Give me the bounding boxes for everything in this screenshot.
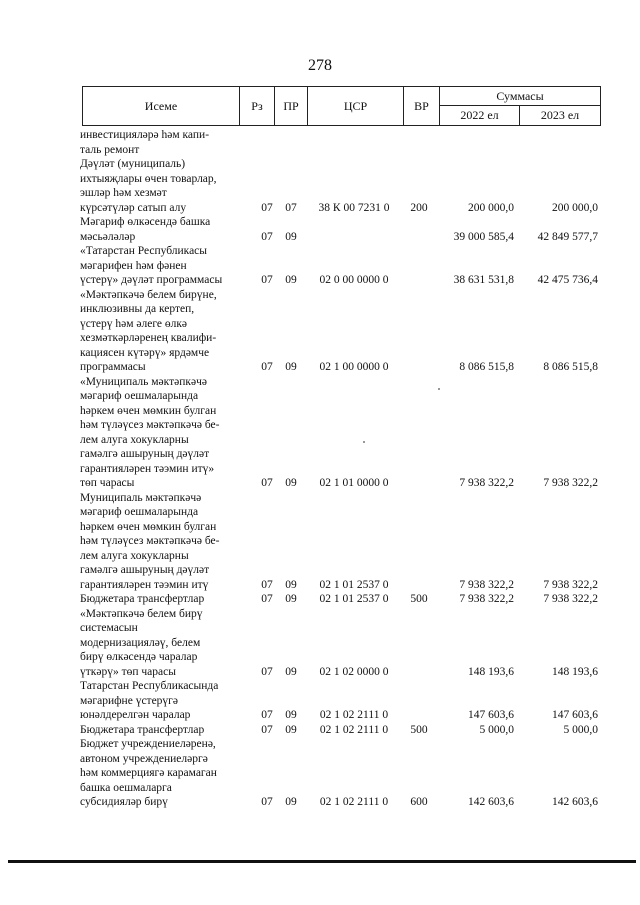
row-name-line: Бюджетара трансфертлар [80, 593, 205, 605]
row-name [80, 491, 265, 593]
row-sum-2023: 147 603,6 [552, 709, 598, 721]
row-name-line: һәм түләүсез мәктәпкәчә бе- [80, 535, 220, 547]
header-rz: Рз [240, 87, 275, 125]
row-name-line: системасын [80, 622, 138, 634]
row-rz: 07 [261, 477, 273, 489]
row-csr: 02 1 00 0000 0 [319, 361, 389, 373]
row-name-line: һәм коммерциягә карамаган [80, 767, 217, 779]
row-name [80, 737, 265, 810]
row-vr: 500 [410, 723, 428, 736]
row-csr: 02 1 01 2537 0 [319, 578, 389, 591]
row-vr: 600 [410, 796, 428, 808]
row-sum-2022: 7 938 322,2 [459, 578, 514, 591]
row-csr: 02 1 02 2111 0 [319, 709, 389, 721]
row-name-line: хезмәткәрләренең квалифи- [80, 332, 217, 344]
header-csr: ЦСР [308, 87, 404, 125]
row-sum-2022: 5 000,0 [479, 723, 514, 736]
row-name-line: мәгарифне үстерүгә [80, 694, 178, 707]
row-sum-2023: 5 000,0 [563, 723, 598, 736]
table-header [82, 86, 601, 126]
row-pr: 09 [285, 593, 297, 605]
row-csr: 02 1 02 0000 0 [319, 665, 389, 678]
row-name [80, 607, 265, 680]
row-name-line: «Мәктәпкәчә белем бирү [80, 607, 203, 620]
row-pr: 09 [285, 665, 297, 678]
row-name-line: һәркем өчен мөмкин булган [80, 520, 217, 533]
row-sum-2022: 148 193,6 [468, 665, 514, 678]
row-name [80, 244, 265, 288]
row-sum-2022: 38 631 531,8 [453, 274, 514, 286]
row-name-line: Бюджет учреждениеләренә, [80, 738, 216, 750]
row-csr: 02 1 02 2111 0 [319, 723, 389, 736]
row-name-line: инклюзивны да кертеп, [80, 303, 195, 315]
row-name-line: төп чарасы [80, 477, 135, 489]
row-name-line: мәсьәләләр [80, 230, 136, 243]
row-name-line: автоном учреждениеләргә [80, 752, 208, 765]
row-name-line: гарантияләрен тәэмин итү» [80, 462, 215, 475]
row-rz: 07 [261, 593, 273, 605]
row-name [80, 679, 265, 723]
row-name-line: башка оешмаларга [80, 781, 172, 794]
row-name-line: гамәлгә ашыруның дәүләт [80, 448, 210, 460]
row-name [80, 157, 265, 215]
row-pr: 09 [285, 477, 297, 489]
row-name [80, 375, 265, 491]
row-name-line: Татарстан Республикасында [80, 680, 219, 692]
header-year-2023: 2023 ел [520, 106, 601, 125]
row-pr: 09 [285, 230, 297, 243]
row-name-line: программасы [80, 361, 146, 373]
row-name-line: мәгариф оешмаларында [80, 506, 199, 518]
row-name-line: һәм түләүсез мәктәпкәчә бе- [80, 419, 220, 431]
row-name-line: таль ремонт [80, 143, 140, 156]
scan-mark [363, 441, 365, 443]
row-name-line: субсидияләр бирү [80, 796, 168, 808]
row-name-line: Бюджетара трансфертлар [80, 723, 205, 736]
row-sum-2023: 42 849 577,7 [537, 230, 598, 243]
header-year-2022: 2022 ел [440, 106, 520, 125]
header-sums: Суммасы [440, 87, 601, 106]
scan-mark [438, 388, 440, 390]
header-pr: ПР [275, 87, 308, 125]
row-sum-2022: 7 938 322,2 [459, 593, 514, 605]
row-name-line: лем алуга хокукларны [80, 549, 189, 562]
row-pr: 09 [285, 709, 297, 721]
row-name-line: күрсәтүләр сатып алу [80, 201, 187, 214]
row-vr: 500 [410, 593, 428, 605]
row-sum-2023: 7 938 322,2 [543, 593, 598, 605]
row-name-line: үстерү һәм әлеге өлкә [80, 317, 188, 330]
row-sum-2023: 7 938 322,2 [543, 477, 598, 489]
row-sum-2023: 8 086 515,8 [543, 361, 598, 373]
row-name-line: инвестицияләрә һәм капи- [80, 129, 210, 141]
row-pr: 09 [285, 796, 297, 808]
row-sum-2023: 7 938 322,2 [543, 578, 598, 591]
row-name [80, 215, 265, 244]
row-sum-2022: 8 086 515,8 [459, 361, 514, 373]
row-sum-2022: 142 603,6 [468, 796, 514, 808]
row-name-line: мәгариф оешмаларында [80, 390, 199, 402]
row-csr: 38 К 00 7231 0 [318, 201, 390, 214]
row-name-line: модернизацияләү, белем [80, 636, 201, 649]
row-name [80, 128, 265, 157]
row-vr: 200 [410, 201, 428, 214]
row-pr: 09 [285, 578, 297, 591]
row-name-line: һәркем өчен мөмкин булган [80, 404, 217, 417]
row-name-line: «Мәктәпкәчә белем бирүне, [80, 288, 217, 301]
row-pr: 09 [285, 723, 297, 736]
row-rz: 07 [261, 361, 273, 373]
row-sum-2022: 7 938 322,2 [459, 477, 514, 489]
row-name-line: ихтыяҗлары өчен товарлар, [80, 172, 217, 185]
row-name-line: Мәгариф өлкәсендә башка [80, 216, 211, 228]
row-name [80, 592, 265, 607]
row-rz: 07 [261, 578, 273, 591]
row-sum-2023: 42 475 736,4 [537, 274, 598, 286]
row-pr: 07 [285, 201, 297, 214]
row-name-line: үткәрү» төп чарасы [80, 665, 176, 678]
row-name-line: гарантияләрен тәэмин итү [80, 578, 209, 591]
row-name-line: Муниципаль мәктәпкәчә [80, 491, 202, 504]
scan-border [8, 860, 636, 863]
row-name-line: эшләр һәм хезмәт [80, 187, 167, 199]
row-sum-2023: 148 193,6 [552, 665, 598, 678]
row-csr: 02 1 02 2111 0 [319, 796, 389, 808]
row-sum-2023: 200 000,0 [552, 201, 598, 214]
row-name-line: бирү өлкәсендә чаралар [80, 651, 198, 663]
row-sum-2022: 39 000 585,4 [453, 230, 514, 243]
row-name-line: «Муниципаль мәктәпкәчә [80, 375, 207, 388]
row-rz: 07 [261, 201, 273, 214]
row-pr: 09 [285, 274, 297, 286]
row-name-line: үстерү» дәүләт программасы [80, 274, 223, 286]
row-sum-2022: 147 603,6 [468, 709, 514, 721]
header-name: Исеме [83, 87, 240, 125]
row-name-line: лем алуга хокукларны [80, 433, 189, 446]
row-rz: 07 [261, 665, 273, 678]
row-pr: 09 [285, 361, 297, 373]
row-csr: 02 1 01 2537 0 [319, 593, 389, 605]
row-csr: 02 0 00 0000 0 [319, 274, 389, 286]
row-name-line: юнәлдерелгән чаралар [80, 709, 191, 721]
row-rz: 07 [261, 709, 273, 721]
row-rz: 07 [261, 723, 273, 736]
row-rz: 07 [261, 796, 273, 808]
row-name-line: кациясен күтәрү» ярдәмче [80, 346, 210, 359]
row-rz: 07 [261, 274, 273, 286]
header-vr: ВР [404, 87, 440, 125]
row-name-line: мәгарифен һәм фәнен [80, 259, 187, 272]
row-sum-2023: 142 603,6 [552, 796, 598, 808]
page-number: 278 [308, 57, 332, 74]
row-name-line: Дәүләт (муниципаль) [80, 158, 186, 170]
row-sum-2022: 200 000,0 [468, 201, 514, 214]
row-name [80, 288, 265, 375]
row-csr: 02 1 01 0000 0 [319, 477, 389, 489]
row-name [80, 723, 265, 738]
row-name-line: гамәлгә ашыруның дәүләт [80, 564, 210, 576]
row-rz: 07 [261, 230, 273, 243]
row-name-line: «Татарстан Республикасы [80, 245, 208, 257]
